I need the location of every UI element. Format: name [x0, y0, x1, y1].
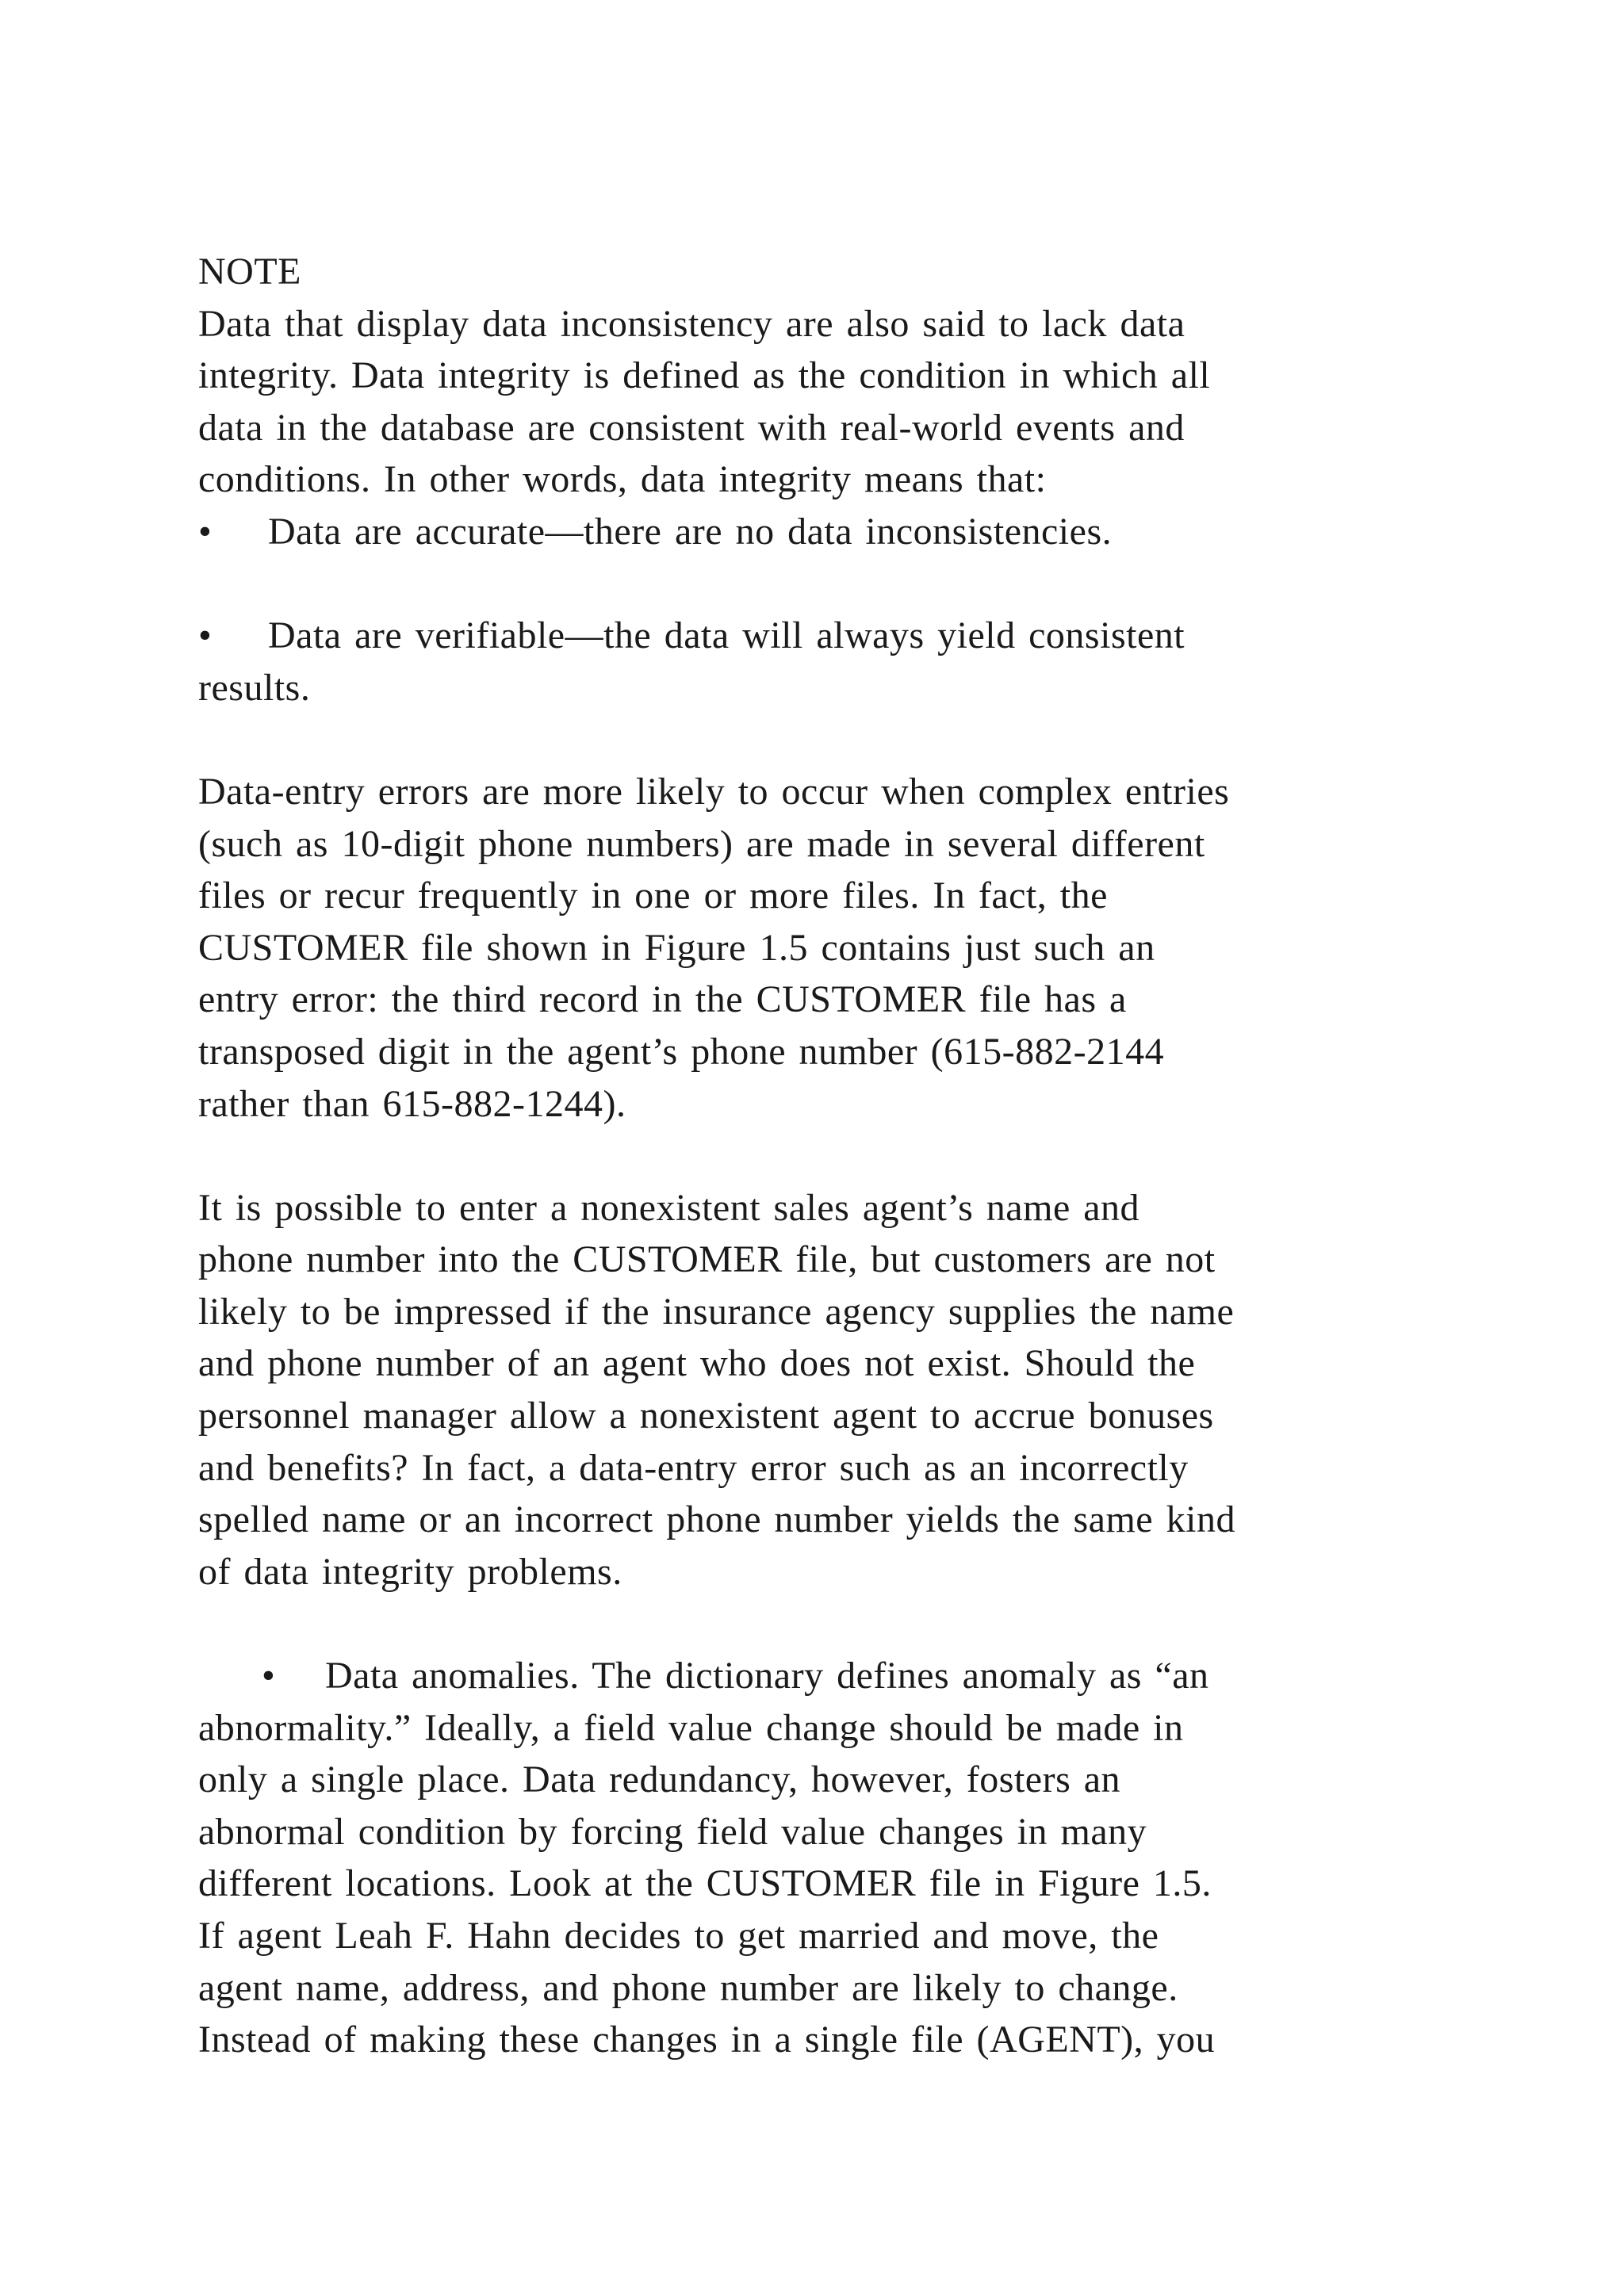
- paragraph-line: only a single place. Data redundancy, however, fosters an: [198, 1758, 1121, 1801]
- bullet-text: Data anomalies. The dictionary defines anomaly as “an: [325, 1655, 1209, 1697]
- paragraph-line: phone number into the CUSTOMER file, but customers are not: [198, 1238, 1216, 1281]
- paragraph-line: abnormal condition by forcing field value changes in many: [198, 1810, 1147, 1853]
- blank-line: [198, 1598, 1483, 1650]
- paragraph-line: rather than 615-882-1244).: [198, 1082, 626, 1125]
- paragraph-line: likely to be impressed if the insurance agency supplies the name: [198, 1290, 1235, 1333]
- note-line: data in the database are consistent with real-world events and: [198, 406, 1185, 449]
- paragraph-line: Data-entry errors are more likely to occur when complex entries: [198, 770, 1230, 813]
- paragraph-line: entry error: the third record in the CUSTOMER file has a: [198, 978, 1127, 1021]
- paragraph-line: If agent Leah F. Hahn decides to get married and move, the: [198, 1915, 1159, 1957]
- blank-line: [198, 558, 1483, 610]
- bullet-text: Data are accurate—there are no data inconsistencies.: [268, 510, 1113, 553]
- note-line: conditions. In other words, data integrity means that:: [198, 458, 1047, 501]
- paragraph-line: spelled name or an incorrect phone number yields the same kind: [198, 1498, 1235, 1541]
- paragraph-line: and phone number of an agent who does not exist. Should the: [198, 1342, 1196, 1385]
- paragraph-line: Instead of making these changes in a single file (AGENT), you: [198, 2019, 1216, 2061]
- paragraph-line: (such as 10-digit phone numbers) are made in several different: [198, 822, 1205, 865]
- bullet-text: Data are verifiable—the data will always yield consistent: [268, 614, 1185, 657]
- note-line: integrity. Data integrity is defined as the condition in which all: [198, 354, 1211, 397]
- paragraph-line: abnormality.” Ideally, a field value change should be made in: [198, 1706, 1184, 1749]
- document-page: [198, 246, 1483, 2066]
- paragraph-line: transposed digit in the agent’s phone number (615-882-2144: [198, 1030, 1165, 1073]
- blank-line: [198, 1130, 1483, 1182]
- bullet-glyph: •: [198, 614, 213, 657]
- bullet-item-anomalies: [198, 1650, 1483, 1702]
- blank-line: [198, 714, 1483, 766]
- paragraph-line: personnel manager allow a nonexistent agent to accrue bonuses: [198, 1395, 1214, 1437]
- bullet-item-accurate: [198, 506, 1483, 558]
- note-heading: NOTE: [198, 251, 301, 293]
- note-line: Data that display data inconsistency are also said to lack data: [198, 302, 1185, 345]
- bullet-glyph: •: [262, 1655, 276, 1697]
- bullet-item-verifiable: [198, 610, 1483, 662]
- paragraph-line: and benefits? In fact, a data-entry error such as an incorrectly: [198, 1446, 1189, 1489]
- paragraph-line: different locations. Look at the CUSTOMER file in Figure 1.5.: [198, 1862, 1212, 1905]
- paragraph-line: of data integrity problems.: [198, 1550, 622, 1593]
- bullet-continuation: results.: [198, 666, 311, 709]
- paragraph-line: agent name, address, and phone number are likely to change.: [198, 1966, 1178, 2009]
- paragraph-line: CUSTOMER file shown in Figure 1.5 contains just such an: [198, 926, 1155, 969]
- bullet-glyph: •: [198, 510, 213, 553]
- paragraph-line: It is possible to enter a nonexistent sales agent’s name and: [198, 1186, 1140, 1229]
- paragraph-line: files or recur frequently in one or more files. In fact, the: [198, 874, 1108, 917]
